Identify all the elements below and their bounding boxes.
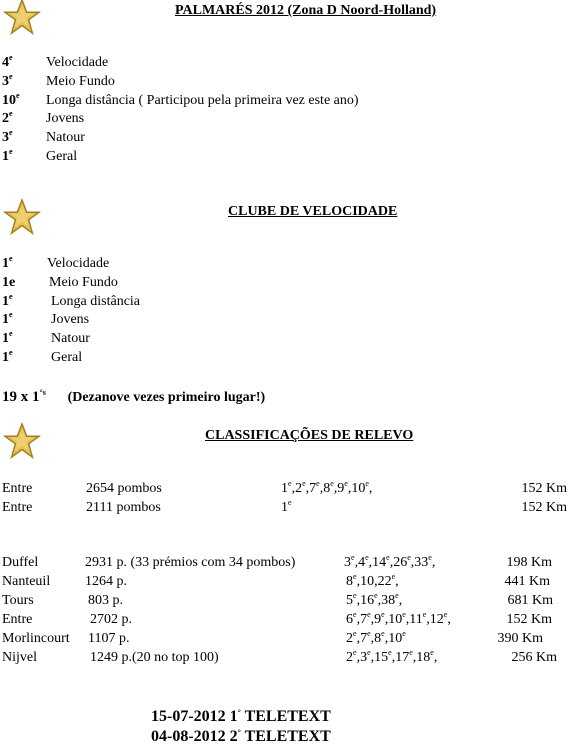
entry-ranks [281, 500, 292, 516]
placing-value: 7 [309, 481, 317, 496]
rank-number [2, 55, 13, 71]
placing-suffix: e [374, 591, 378, 600]
race-ranks [346, 593, 402, 609]
rank-label: Jovens [46, 111, 85, 127]
rank-suffix: e [9, 254, 13, 263]
placing-value: 3 [360, 650, 368, 665]
placing-separator: , [356, 631, 361, 646]
rank-value: 1 [2, 256, 9, 271]
teletext-label: TELETEXT [240, 708, 331, 725]
race-place: Nanteuil [2, 574, 51, 589]
placing-separator: , [389, 555, 394, 570]
rank-suffix: e [9, 310, 13, 320]
placing-value: 12 [429, 612, 444, 627]
placing-value: 8 [346, 574, 353, 589]
placing-value: 14 [372, 555, 387, 570]
placing-suffix: e [288, 498, 292, 507]
clube-title: CLUBE DE VELOCIDADE [228, 204, 398, 219]
placing-suffix: e [365, 479, 369, 488]
placing-value: 10 [388, 631, 403, 646]
rank-label: Meio Fundo [49, 274, 118, 290]
race-distance: 390 Km [497, 631, 543, 646]
placing-suffix: e [302, 479, 306, 488]
placing-suffix: e [330, 479, 334, 488]
rank-label: Velocidade [46, 55, 109, 70]
placing-suffix: e [316, 479, 320, 488]
placing-separator: , [426, 612, 430, 627]
rank-value: 4 [2, 55, 9, 70]
rank-label: Natour [46, 130, 85, 146]
rank-value: 1e [2, 274, 16, 290]
placing-separator: , [384, 612, 389, 627]
teletext-sup: ° [237, 728, 241, 737]
placing-suffix: e [388, 648, 392, 657]
race-place: Duffel [2, 555, 39, 570]
placing-separator: , [370, 650, 375, 665]
placing-separator: , [370, 612, 375, 627]
rank-label: Geral [46, 149, 78, 164]
rank-number [2, 291, 13, 310]
race-pigeons: 2702 p. [90, 612, 132, 627]
rank-number [2, 275, 15, 291]
rank-number [2, 149, 13, 165]
placing-separator: , [333, 481, 338, 496]
rank-number [2, 312, 13, 328]
race-distance: 256 Km [511, 650, 557, 665]
placing-suffix: e [409, 648, 413, 657]
placing-suffix: e [402, 610, 406, 619]
entry-distance: 152 Km [521, 500, 567, 515]
rank-suffix: e [9, 109, 13, 119]
entry-pigeons: 2111 pombos [86, 500, 161, 515]
rank-number [2, 71, 13, 90]
rank-suffix: e [9, 71, 13, 81]
placing-separator: , [356, 650, 361, 665]
rank-label: Longa distância [51, 293, 141, 309]
placing-suffix: e [430, 648, 434, 657]
rank-value: 1 [2, 331, 9, 347]
summary-sup: °s [39, 388, 46, 397]
placing-separator: , [431, 555, 436, 570]
placing-separator: , [433, 650, 438, 665]
star-icon [3, 0, 41, 36]
placing-value: 10,22 [360, 574, 392, 589]
placing-value: 33 [414, 555, 429, 570]
rank-suffix: e [9, 329, 13, 339]
rank-value: 3 [2, 73, 9, 89]
relevo-title: CLASSIFICAÇÕES DE RELEVO [205, 428, 414, 443]
rank-suffix: e [16, 90, 20, 100]
placing-value: 11 [409, 612, 423, 627]
race-distance: 198 Km [506, 555, 552, 570]
star-icon [3, 198, 41, 236]
placing-suffix: e [367, 629, 371, 638]
race-place: Morlincourt [2, 631, 70, 646]
race-place: Nijvel [2, 650, 37, 665]
race-ranks [346, 650, 437, 666]
placing-separator: , [410, 555, 415, 570]
placing-suffix: e [353, 610, 357, 619]
placing-separator: , [370, 631, 375, 646]
entry-ranks [281, 481, 372, 497]
placing-separator: , [395, 574, 399, 589]
teletext-line [151, 729, 331, 745]
placing-value: 7 [360, 612, 368, 627]
placing-value: 38 [381, 593, 396, 608]
placing-separator: , [354, 555, 359, 570]
rank-value: 3 [2, 130, 9, 146]
placing-suffix: e [367, 648, 371, 657]
placing-value: 18 [416, 650, 431, 665]
placing-value: 2 [346, 650, 353, 665]
rank-label: Natour [51, 331, 90, 347]
placing-value: 17 [395, 650, 410, 665]
rank-suffix: e [9, 291, 13, 301]
placing-separator: , [305, 481, 310, 496]
placing-value: 8 [374, 631, 382, 646]
placing-separator: , [347, 481, 352, 496]
placing-suffix: e [422, 610, 427, 619]
placing-value: 1 [281, 500, 288, 515]
placing-suffix: e [367, 610, 371, 619]
star-icon [3, 422, 41, 460]
teletext-date: 04-08-2012 2 [151, 728, 238, 745]
rank-value: 10 [2, 92, 16, 108]
rank-number [2, 130, 13, 146]
summary-count: 19 x 1 [2, 389, 40, 405]
placing-separator: , [368, 555, 373, 570]
placing-value: 5 [346, 593, 353, 608]
placing-separator: , [405, 612, 410, 627]
entry-place: Entre [2, 481, 33, 496]
race-ranks [346, 612, 451, 628]
placing-value: 9 [374, 612, 382, 627]
placing-value: 3 [344, 555, 351, 570]
race-place: Entre [2, 612, 33, 627]
race-pigeons: 2931 p. (33 prémios com 34 pombos) [85, 555, 296, 570]
placing-separator: , [412, 650, 417, 665]
race-pigeons: 1107 p. [88, 631, 130, 646]
rank-value: 2 [2, 111, 9, 127]
rank-label: Longa distância ( Participou pela primeira vez este ano) [46, 92, 359, 108]
placing-separator: , [398, 593, 403, 608]
palmares-title: PALMARÉS 2012 (Zona D Noord-Holland) [175, 3, 437, 18]
placing-separator: , [356, 593, 361, 608]
clube-summary [2, 389, 265, 406]
placing-suffix: e [353, 629, 357, 638]
placing-suffix: e [353, 572, 357, 581]
placing-value: 6 [346, 612, 353, 627]
rank-number [2, 331, 13, 347]
rank-number [2, 111, 13, 127]
race-pigeons: 803 p. [88, 593, 123, 608]
placing-separator: , [356, 574, 361, 589]
placing-separator: , [447, 612, 451, 627]
placing-suffix: e [407, 553, 411, 562]
rank-number [2, 256, 13, 272]
race-distance: 441 Km [504, 574, 550, 589]
teletext-sup: ° [237, 708, 241, 717]
placing-suffix: e [288, 479, 292, 488]
placing-suffix: e [381, 629, 385, 638]
placing-value: 15 [374, 650, 389, 665]
rank-value: 1 [2, 293, 9, 309]
placing-suffix: e [353, 591, 357, 600]
placing-suffix: e [381, 610, 385, 619]
race-pigeons: 1249 p.(20 no top 100) [90, 650, 219, 665]
entry-pigeons: 2654 pombos [86, 481, 162, 496]
race-ranks [346, 631, 406, 647]
placing-suffix: e [386, 553, 390, 562]
placing-separator: , [356, 612, 361, 627]
placing-value: 8 [323, 481, 331, 496]
placing-separator: , [377, 593, 382, 608]
rank-number [2, 350, 13, 366]
placing-suffix: e [395, 591, 399, 600]
placing-value: 10 [388, 612, 403, 627]
placing-suffix: e [391, 572, 396, 581]
rank-suffix: e [9, 348, 13, 357]
placing-value: 1 [281, 481, 288, 496]
placing-suffix: e [344, 479, 348, 488]
placing-value: 7 [360, 631, 368, 646]
placing-suffix: e [402, 629, 406, 638]
rank-label: Meio Fundo [46, 73, 115, 89]
placing-separator: , [291, 481, 296, 496]
rank-suffix: e [9, 53, 13, 62]
teletext-date: 15-07-2012 1 [151, 708, 238, 725]
placing-suffix: e [353, 648, 357, 657]
rank-suffix: e [9, 128, 13, 138]
placing-suffix: e [365, 553, 369, 562]
placing-value: 4 [358, 555, 366, 570]
race-ranks [344, 555, 435, 571]
summary-text: (Dezanove vezes primeiro lugar!) [67, 390, 266, 405]
race-ranks [346, 574, 399, 590]
placing-value: 2 [295, 481, 303, 496]
rank-number [2, 90, 20, 109]
rank-value: 1 [2, 149, 9, 164]
rank-value: 1 [2, 350, 9, 365]
rank-value: 1 [2, 312, 9, 328]
placing-suffix: e [428, 553, 432, 562]
placing-value: 16 [360, 593, 375, 608]
placing-value: 9 [337, 481, 345, 496]
placing-suffix: e [351, 553, 355, 562]
race-place: Tours [2, 593, 34, 608]
placing-value: 2 [346, 631, 353, 646]
rank-suffix: e [9, 147, 13, 156]
placing-separator: , [391, 650, 396, 665]
placing-value: 26 [393, 555, 408, 570]
race-distance: 152 Km [506, 612, 552, 627]
rank-label: Geral [51, 350, 83, 365]
race-pigeons: 1264 p. [85, 574, 127, 589]
rank-label: Jovens [51, 312, 90, 328]
teletext-line [151, 709, 331, 725]
entry-distance: 152 Km [521, 481, 567, 496]
race-distance: 681 Km [507, 593, 553, 608]
entry-place: Entre [2, 500, 33, 515]
teletext-label: TELETEXT [240, 728, 331, 745]
placing-suffix: e [443, 610, 448, 619]
placing-value: 10 [351, 481, 366, 496]
placing-separator: , [319, 481, 324, 496]
rank-label: Velocidade [47, 256, 110, 271]
placing-separator: , [384, 631, 389, 646]
placing-separator: , [368, 481, 373, 496]
